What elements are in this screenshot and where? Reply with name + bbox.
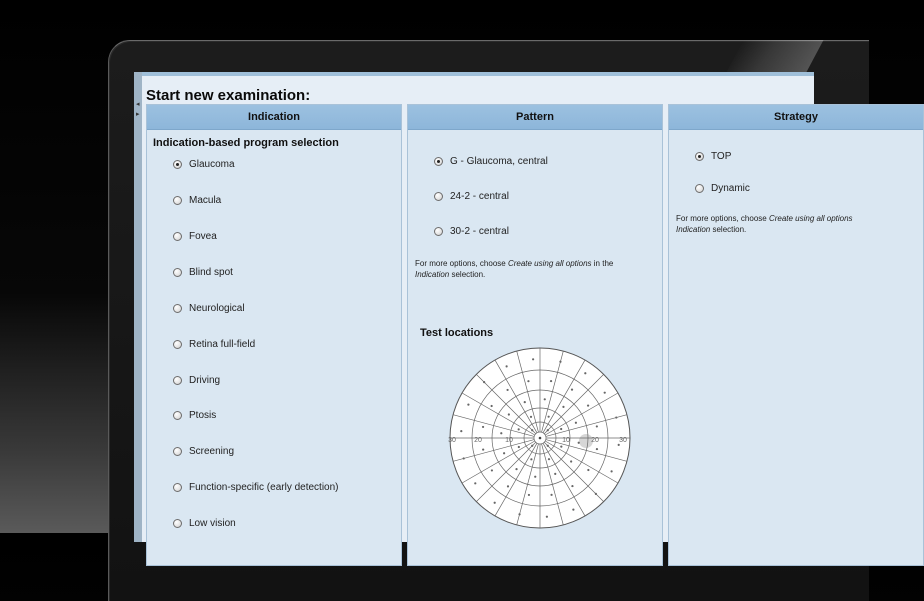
test-locations-field (445, 343, 635, 533)
pattern-option-g-glaucoma[interactable] (434, 153, 548, 169)
pattern-panel (407, 104, 663, 566)
test-location-point (560, 446, 562, 448)
test-location-point (546, 516, 548, 518)
indication-section-title: Indication-based program selection (153, 137, 339, 149)
pattern-more-options-note (415, 258, 655, 280)
test-location-point (596, 448, 598, 450)
indication-option-blind-spot[interactable] (173, 264, 233, 280)
indication-option-low-vision[interactable] (173, 515, 236, 531)
test-location-point (463, 457, 465, 459)
test-location-point (560, 428, 562, 430)
radio-label: Macula (189, 194, 222, 206)
test-location-point (531, 445, 533, 447)
test-location-point (508, 413, 510, 415)
eccentricity-label: 30 (448, 437, 456, 444)
eccentricity-label: 20 (591, 437, 599, 444)
eccentricity-label: 10 (505, 437, 513, 444)
radio-icon[interactable] (173, 483, 182, 492)
radio-icon[interactable] (173, 376, 182, 385)
radio-label: Retina full-field (189, 338, 256, 350)
test-location-point (584, 372, 586, 374)
test-location-point (610, 470, 612, 472)
radio-label: Low vision (189, 517, 236, 529)
test-location-point (507, 485, 509, 487)
test-location-point (474, 482, 476, 484)
radio-icon[interactable] (173, 196, 182, 205)
expand-right-icon[interactable]: ▸ (136, 111, 140, 118)
note-text: For more options, choose (415, 259, 508, 268)
test-location-point (482, 448, 484, 450)
test-location-point (548, 458, 550, 460)
test-location-point (534, 476, 536, 478)
note-emphasis: Indication (676, 225, 711, 234)
radio-label: 30-2 - central (450, 225, 509, 237)
strategy-option-dynamic[interactable] (695, 180, 750, 196)
test-location-point (518, 428, 520, 430)
test-location-point (506, 365, 508, 367)
radio-label: Fovea (189, 230, 217, 242)
test-location-point (503, 452, 505, 454)
strategy-panel-header: Strategy (669, 105, 923, 130)
indication-panel-header: Indication (147, 105, 401, 130)
radio-label: Function-specific (early detection) (189, 481, 339, 493)
radio-icon[interactable] (173, 304, 182, 313)
test-location-point (618, 444, 620, 446)
test-location-point (604, 392, 606, 394)
indication-option-glaucoma[interactable] (173, 156, 235, 172)
test-location-point (491, 405, 493, 407)
test-location-point (615, 416, 617, 418)
radio-icon[interactable] (173, 411, 182, 420)
collapse-handle[interactable] (134, 72, 142, 542)
test-location-point (559, 361, 561, 363)
radio-icon[interactable] (173, 268, 182, 277)
test-location-point (515, 468, 517, 470)
strategy-panel (668, 104, 924, 566)
test-location-point (587, 404, 589, 406)
radio-label: TOP (711, 150, 732, 162)
test-location-point (482, 426, 484, 428)
radio-label: 24-2 - central (450, 190, 509, 202)
strategy-option-top[interactable] (695, 148, 731, 164)
test-location-point (578, 442, 580, 444)
test-location-point (500, 432, 502, 434)
radio-selected-icon[interactable] (434, 157, 443, 166)
radio-label: Driving (189, 374, 221, 386)
note-text: selection. (449, 270, 486, 279)
note-text: selection. (710, 225, 747, 234)
test-location-point (530, 416, 532, 418)
test-location-point (467, 404, 469, 406)
pattern-option-30-2[interactable] (434, 223, 509, 239)
fixation-point (539, 437, 542, 440)
screen-glare (726, 40, 823, 72)
note-emphasis: Indication (415, 270, 450, 279)
note-emphasis: Create using all options (768, 214, 853, 223)
note-text: For more options, choose (676, 214, 769, 223)
radio-label: G - Glaucoma, central (450, 155, 548, 167)
test-location-point (548, 416, 550, 418)
test-location-point (547, 445, 549, 447)
radio-icon[interactable] (173, 340, 182, 349)
test-location-point (527, 380, 529, 382)
test-location-point (531, 429, 533, 431)
app-window (134, 72, 853, 542)
pattern-panel-header: Pattern (408, 105, 662, 130)
test-locations-title: Test locations (420, 327, 494, 339)
eccentricity-label: 10 (562, 437, 570, 444)
indication-option-function-specific[interactable] (173, 479, 339, 495)
test-location-point (571, 485, 573, 487)
test-location-point (550, 494, 552, 496)
test-location-point (518, 446, 520, 448)
note-emphasis: Create using all options (507, 259, 592, 268)
indication-panel (146, 104, 402, 566)
test-location-point (571, 389, 573, 391)
radio-label: Ptosis (189, 409, 217, 421)
pattern-option-24-2[interactable] (434, 188, 509, 204)
indication-option-fovea[interactable] (173, 228, 217, 244)
indication-option-retina-full-field[interactable] (173, 336, 255, 352)
test-location-point (587, 469, 589, 471)
radio-icon[interactable] (173, 519, 182, 528)
indication-option-screening[interactable] (173, 443, 234, 459)
test-location-point (518, 513, 520, 515)
strategy-more-options-note (676, 213, 916, 235)
indication-option-ptosis[interactable] (173, 407, 216, 423)
page-title: Start new examination: (146, 87, 311, 104)
test-location-point (524, 401, 526, 403)
test-location-point (595, 493, 597, 495)
examination-wizard (142, 76, 853, 542)
radio-label: Screening (189, 445, 235, 457)
test-location-point (572, 508, 574, 510)
eccentricity-label: 20 (474, 437, 482, 444)
radio-label: Blind spot (189, 266, 233, 278)
test-location-point (528, 494, 530, 496)
test-location-point (596, 425, 598, 427)
indication-option-macula[interactable] (173, 192, 221, 208)
test-location-point (494, 502, 496, 504)
test-location-point (562, 406, 564, 408)
radio-icon[interactable] (173, 447, 182, 456)
test-location-point (506, 389, 508, 391)
radio-icon[interactable] (173, 232, 182, 241)
radio-icon[interactable] (695, 184, 704, 193)
test-location-point (570, 460, 572, 462)
radio-selected-icon[interactable] (173, 160, 182, 169)
radio-label: Dynamic (711, 182, 750, 194)
test-location-point (460, 430, 462, 432)
collapse-left-icon[interactable]: ◂ (136, 101, 140, 108)
radio-label: Neurological (189, 302, 245, 314)
note-text: in the (591, 259, 614, 268)
radio-label: Glaucoma (189, 158, 235, 170)
test-location-point (532, 358, 534, 360)
test-location-point (491, 469, 493, 471)
radio-selected-icon[interactable] (695, 152, 704, 161)
radio-icon[interactable] (434, 192, 443, 201)
test-location-point (547, 429, 549, 431)
test-location-point (483, 381, 485, 383)
test-location-point (550, 380, 552, 382)
indication-option-neurological[interactable] (173, 300, 245, 316)
test-location-point (575, 422, 577, 424)
test-location-point (544, 398, 546, 400)
radio-icon[interactable] (434, 227, 443, 236)
indication-option-driving[interactable] (173, 372, 220, 388)
test-location-point (530, 458, 532, 460)
eccentricity-label: 30 (619, 437, 627, 444)
test-location-point (554, 473, 556, 475)
